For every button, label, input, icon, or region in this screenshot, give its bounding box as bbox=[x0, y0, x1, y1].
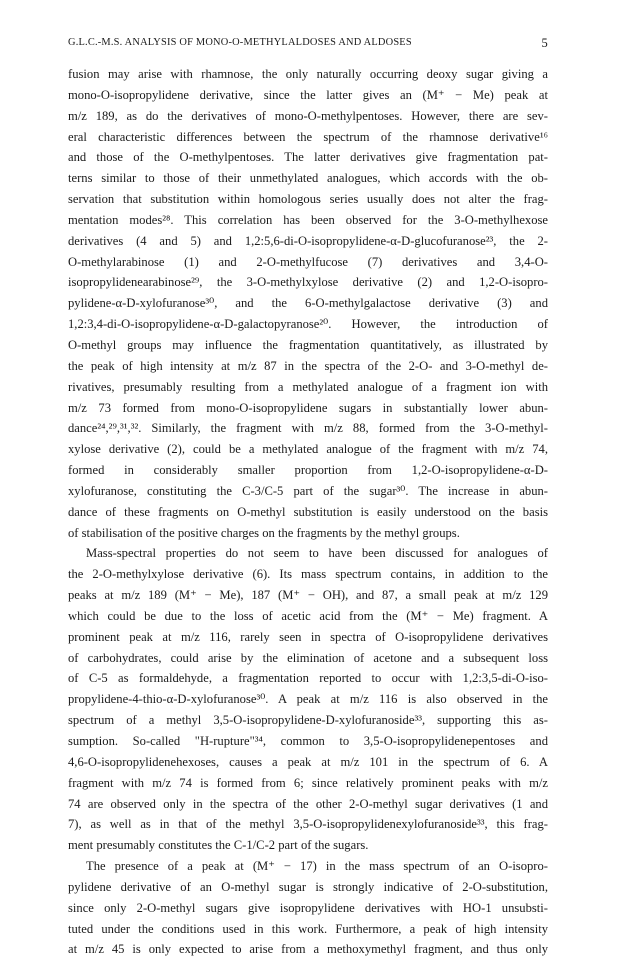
text-line: 7), as well as in that of the methyl 3,5-O-isopropylidenexylofuranoside³³, this frag- bbox=[68, 817, 548, 832]
text-line: of C-5 as formaldehyde, a fragmentation reported to occur with 1,2:3,5-di-O-iso- bbox=[68, 671, 548, 686]
paragraph-end-line: of stabilisation of the positive charges on the fragments by the methyl groups. bbox=[68, 525, 460, 540]
text-line: formed in considerably smaller proportion from 1,2-O-isopropylidene-α-D- bbox=[68, 463, 548, 478]
text-line: which could be due to the loss of acetic acid from the (M⁺ − Me) fragment. A bbox=[68, 608, 548, 623]
running-title: G.L.C.-M.S. ANALYSIS OF MONO-O-METHYLALDOSES AND ALDOSES bbox=[68, 37, 412, 48]
text-line: mono-O-isopropylidene derivative, since the latter gives an (M⁺ − Me) peak at bbox=[68, 87, 548, 102]
text-line: isopropylidenearabinose²⁹, the 3-O-methylxylose derivative (2) and 1,2-O-isopro- bbox=[68, 275, 548, 290]
running-head bbox=[68, 37, 548, 53]
text-line: dance of these fragments on O-methyl substitution is easily understood on the basis bbox=[68, 504, 548, 519]
text-line: peaks at m/z 189 (M⁺ − Me), 187 (M⁺ − OH), and 87, a small peak at m/z 129 bbox=[68, 588, 548, 603]
text-line: O-methyl groups may influence the fragmentation quantitatively, as illustrated by bbox=[68, 337, 548, 352]
paragraph-start-line: The presence of a peak at (M⁺ − 17) in the mass spectrum of an O-isopro- bbox=[86, 859, 548, 874]
paragraph-end-line: ment presumably constitutes the C-1/C-2 part of the sugars. bbox=[68, 838, 369, 853]
text-line: 1,2:3,4-di-O-isopropylidene-α-D-galactopyranose²⁰. However, the introduction of bbox=[68, 317, 548, 332]
text-line: derivatives (4 and 5) and 1,2:5,6-di-O-isopropylidene-α-D-glucofuranose²³, the 2- bbox=[68, 233, 548, 248]
text-line: dance²⁴,²⁹,³¹,³². Similarly, the fragment with m/z 88, formed from the 3-O-methyl- bbox=[68, 421, 548, 436]
text-line: pylidene-α-D-xylofuranose³⁰, and the 6-O-methylgalactose derivative (3) and bbox=[68, 296, 548, 311]
text-line: tuted under the conditions used in this work. Furthermore, a peak of high intensity bbox=[68, 921, 548, 936]
text-line: xylofuranose, constituting the C-3/C-5 part of the sugar³⁰. The increase in abun- bbox=[68, 483, 548, 498]
text-line: sumption. So-called "H-rupture"³⁴, common to 3,5-O-isopropylidenepentoses and bbox=[68, 734, 548, 748]
text-line: xylose derivative (2), could be a methylated analogue of the fragment with m/z 74, bbox=[68, 442, 548, 457]
text-line: mentation modes²⁸. This correlation has been observed for the 3-O-methylhexose bbox=[68, 212, 548, 227]
text-line: the 2-O-methylxylose derivative (6). Its mass spectrum contains, in addition to the bbox=[68, 567, 548, 582]
page-number: 5 bbox=[541, 36, 548, 50]
text-line: propylidene-4-thio-α-D-xylofuranose³⁰. A peak at m/z 116 is also observed in the bbox=[68, 692, 548, 707]
text-line: spectrum of a methyl 3,5-O-isopropylidene-D-xylofuranoside³³, supporting this as- bbox=[68, 713, 548, 728]
text-line: pylidene derivative of an O-methyl sugar is strongly indicative of 2-O-substitution, bbox=[68, 879, 548, 894]
text-line: rivatives, presumably resulting from a methylated analogue of a fragment ion with bbox=[68, 379, 548, 394]
text-line: m/z 189, as do the derivatives of mono-O-methylpentoses. However, there are sev- bbox=[68, 108, 548, 123]
text-line: O-methylarabinose (1) and 2-O-methylfucose (7) derivatives and 3,4-O- bbox=[68, 254, 548, 269]
text-line: m/z 73 formed from mono-O-isopropylidene sugars in substantially lower abun- bbox=[68, 400, 548, 415]
text-line: since only 2-O-methyl sugars give isopropylidene derivatives with HO-1 unsubsti- bbox=[68, 900, 548, 915]
body-text bbox=[68, 64, 548, 960]
paragraph-start-line: Mass-spectral properties do not seem to have been discussed for analogues of bbox=[86, 546, 548, 561]
text-line: the peak of high intensity at m/z 87 in the spectra of the 2-O- and 3-O-methyl de- bbox=[68, 358, 548, 373]
text-line: eral characteristic differences between the spectrum of the rhamnose derivative¹⁶ bbox=[68, 129, 548, 144]
text-line: fragment with m/z 74 is formed from 6; since relatively prominent peaks with m/z bbox=[68, 775, 548, 790]
text-line: at m/z 45 is only expected to arise from a methoxymethyl fragment, and thus only bbox=[68, 942, 548, 957]
text-line: servation that substitution within homologous series usually does not alter the frag- bbox=[68, 192, 548, 207]
text-line: 4,6-O-isopropylidenehexoses, causes a peak at m/z 101 in the spectrum of 6. A bbox=[68, 754, 548, 769]
text-line: 74 are observed only in the spectra of the other 2-O-methyl sugar derivatives (1 and bbox=[68, 796, 548, 811]
text-line: and those of the O-methylpentoses. The latter derivatives give fragmentation pat- bbox=[68, 150, 548, 165]
text-line: fusion may arise with rhamnose, the only naturally occurring deoxy sugar giving a bbox=[68, 67, 548, 81]
text-line: terns similar to those of their unmethylated analogues, which accords with the ob- bbox=[68, 171, 548, 186]
text-line: prominent peak at m/z 116, rarely seen in spectra of O-isopropylidene derivatives bbox=[68, 629, 548, 644]
text-line: of carbohydrates, could arise by the elimination of acetone and a subsequent loss bbox=[68, 650, 548, 665]
